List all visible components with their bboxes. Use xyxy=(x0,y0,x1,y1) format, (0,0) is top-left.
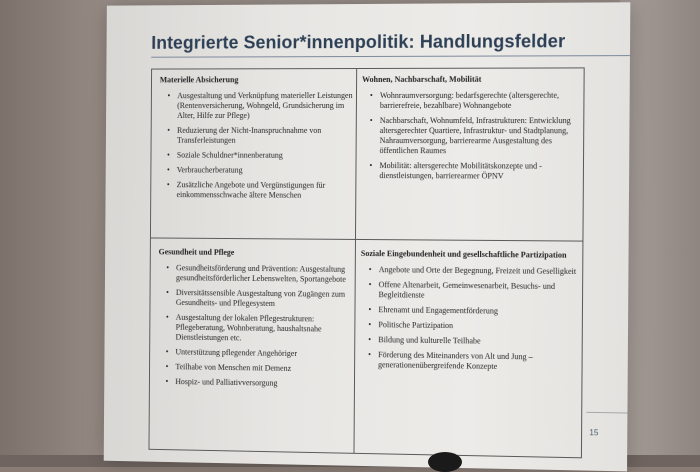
quadrant-heading: Gesundheit und Pflege xyxy=(158,247,235,257)
quadrant-social-participation xyxy=(360,249,577,378)
quadrant-list xyxy=(361,91,578,182)
quadrant-heading: Materielle Absicherung xyxy=(159,75,239,85)
quadrant-list xyxy=(159,91,353,201)
list-item: • Zusätzliche Angebote und Vergünstigungen für einkommensschwache ältere Menschen xyxy=(167,180,353,201)
room-background-right xyxy=(620,0,700,467)
list-item: • Mobilität: altersgerechte Mobilitätskonzepte und -dienstleistungen, barrierearmer ÖPNV xyxy=(369,161,578,182)
quadrant-list xyxy=(360,265,577,373)
quadrant-heading: Wohnen, Nachbarschaft, Mobilität xyxy=(362,74,482,84)
list-item: • Offene Altenarbeit, Gemeinwesenarbeit, Besuchs- und Begleitdienste xyxy=(369,280,577,302)
list-item: • Ausgestaltung und Verknüpfung materieller Leistungen (Rentenversicherung, Wohngeld, Grundsicherung im Alter, Hilfe zur Pflege) xyxy=(167,91,353,121)
microphone-silhouette xyxy=(428,452,462,472)
list-item: • Ehrenamt und Engagementförderung xyxy=(368,305,576,317)
list-item: • Gesundheitsförderung und Prävention: Ausgestaltung gesundheitsförderlicher Lebenswelten, Sportangebote xyxy=(166,263,352,285)
list-item: • Angebote und Orte der Begegnung, Freizeit und Geselligkeit xyxy=(369,265,577,277)
list-item: • Soziale Schuldner*innenberatung xyxy=(167,151,353,161)
grid-vertical-divider xyxy=(353,69,357,453)
slide-title: Integrierte Senior*innenpolitik: Handlungsfelder xyxy=(151,31,566,53)
quadrant-material-security xyxy=(159,75,353,206)
quadrant-list xyxy=(158,263,352,390)
quadrant-housing-neighbourhood-mobility xyxy=(361,74,578,186)
room-background-left xyxy=(0,0,110,467)
grid-horizontal-divider xyxy=(151,237,583,241)
list-item: • Wohnraumversorgung: bedarfsgerechte (altersgerechte, barrierefreie, bezahlbare) Wohnangebote xyxy=(370,91,579,111)
action-fields-grid xyxy=(148,67,584,458)
page-number: 15 xyxy=(589,428,599,438)
list-item: • Diversitätssensible Ausgestaltung von Zugängen zum Gesundheits- und Pflegesystem xyxy=(166,288,352,310)
list-item: • Hospiz- und Palliativversorgung xyxy=(165,377,351,390)
list-item: • Unterstützung pflegender Angehöriger xyxy=(166,347,352,360)
projected-slide xyxy=(104,2,631,471)
quadrant-heading: Soziale Eingebundenheit und gesellschaftliche Partizipation xyxy=(360,248,567,260)
list-item: • Bildung und kulturelle Teilhabe xyxy=(368,335,576,348)
list-item: • Verbraucherberatung xyxy=(167,165,353,176)
list-item: • Teilhabe von Menschen mit Demenz xyxy=(166,362,352,375)
page-number-divider xyxy=(586,412,627,414)
title-divider xyxy=(151,55,630,58)
quadrant-health-care xyxy=(158,247,352,394)
list-item: • Politische Partizipation xyxy=(368,320,576,333)
list-item: • Ausgestaltung der lokalen Pflegestrukturen: Pflegeberatung, Wohnberatung, haushaltsnahe Dienstleistungen etc. xyxy=(166,313,352,345)
list-item: • Reduzierung der Nicht-Inanspruchnahme von Transferleistungen xyxy=(167,126,353,146)
list-item: • Nachbarschaft, Wohnumfeld, Infrastrukturen: Entwicklung altersgerechter Quartiere, Infrastruktur- und Stadtplanung, Nahraumversorgung, barrierearme Ausgestaltung des öffentlichen Raumes xyxy=(370,116,579,157)
list-item: • Förderung des Miteinanders von Alt und Jung – generationenübergreifende Konzepte xyxy=(368,350,576,373)
